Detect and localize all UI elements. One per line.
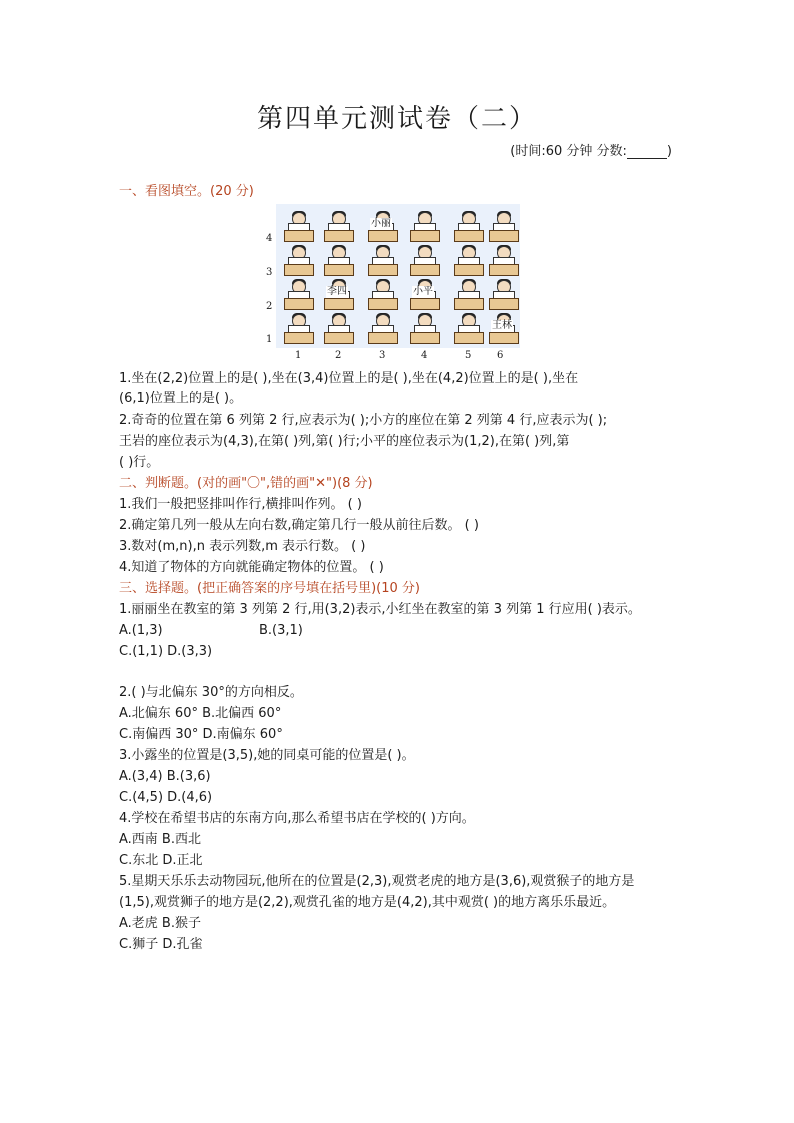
student-desk	[284, 264, 314, 276]
student-1-3	[283, 246, 313, 276]
student-name-tag: 王林	[492, 320, 512, 331]
section2-heading: 二、判断题。(对的画"〇",错的画"✕")(8 分)	[119, 476, 373, 491]
student-6-2	[488, 280, 518, 310]
student-5-4	[453, 212, 483, 242]
student-desk	[368, 298, 398, 310]
student-5-1	[453, 314, 483, 344]
student-desk	[324, 298, 354, 310]
student-desk	[284, 230, 314, 242]
col-label-5: 5	[465, 350, 472, 361]
s1-q2-line2: 王岩的座位表示为(4,3),在第( )列,第( )行;小平的座位表示为(1,2),在第( )列,第	[119, 434, 570, 449]
student-name-tag: 小丽	[371, 218, 391, 229]
col-label-2: 2	[335, 350, 342, 361]
s1-q1-line1: 1.坐在(2,2)位置上的是( ),坐在(3,4)位置上的是( ),坐在(4,2)位置上的是( ),坐在	[119, 371, 579, 386]
student-name-tag: 李四	[327, 286, 347, 297]
s2-item-2: 2.确定第几列一般从左向右数,确定第几行一般从前往后数。 ( )	[119, 518, 479, 533]
s3-q3-options-cd: C.(4,5) D.(4,6)	[119, 790, 213, 805]
student-desk	[489, 264, 519, 276]
s3-q1-options-cd: C.(1,1) D.(3,3)	[119, 644, 213, 659]
s3-q4-options-ab: A.西南 B.西北	[119, 832, 201, 847]
time-score-label: (时间:60 分钟 分数:	[510, 144, 627, 159]
student-5-3	[453, 246, 483, 276]
student-2-2	[323, 280, 353, 310]
s3-q3-options-ab: A.(3,4) B.(3,6)	[119, 769, 211, 784]
student-desk	[324, 230, 354, 242]
s2-item-4: 4.知道了物体的方向就能确定物体的位置。 ( )	[119, 560, 384, 575]
student-1-2	[283, 280, 313, 310]
s1-q2-line3: ( )行。	[119, 455, 160, 470]
student-desk	[410, 332, 440, 344]
s3-q2-options-ab: A.北偏东 60° B.北偏西 60°	[119, 706, 282, 721]
student-1-4	[283, 212, 313, 242]
student-desk	[368, 332, 398, 344]
student-1-1	[283, 314, 313, 344]
student-desk	[368, 264, 398, 276]
student-desk	[368, 230, 398, 242]
student-desk	[489, 298, 519, 310]
student-4-3	[409, 246, 439, 276]
student-name-tag: 小平	[413, 286, 433, 297]
s1-q1-line2: (6,1)位置上的是( )。	[119, 391, 243, 406]
s2-item-3: 3.数对(m,n),n 表示列数,m 表示行数。 ( )	[119, 539, 366, 554]
score-blank[interactable]	[627, 146, 667, 159]
s3-q2-stem: 2.( )与北偏东 30°的方向相反。	[119, 685, 303, 700]
student-3-4	[367, 212, 397, 242]
s3-q4-options-cd: C.东北 D.正北	[119, 853, 203, 868]
exam-meta	[510, 140, 672, 159]
student-desk	[284, 332, 314, 344]
s3-q4-stem: 4.学校在希望书店的东南方向,那么希望书店在学校的( )方向。	[119, 811, 475, 826]
section3-heading: 三、选择题。(把正确答案的序号填在括号里)(10 分)	[119, 581, 420, 596]
section1-heading: 一、看图填空。(20 分)	[119, 184, 254, 199]
col-label-1: 1	[295, 350, 302, 361]
col-label-4: 4	[421, 350, 428, 361]
s3-q2-options-cd: C.南偏西 30° D.南偏东 60°	[119, 727, 283, 742]
student-2-1	[323, 314, 353, 344]
student-2-4	[323, 212, 353, 242]
student-desk	[410, 264, 440, 276]
page-title: 第四单元测试卷（二）	[256, 104, 537, 134]
col-label-6: 6	[497, 350, 504, 361]
s3-q1-option-a: A.(1,3)	[119, 623, 163, 638]
student-desk	[489, 332, 519, 344]
row-label-3: 3	[266, 267, 273, 278]
student-desk	[324, 332, 354, 344]
meta-close: )	[666, 144, 672, 159]
student-3-1	[367, 314, 397, 344]
row-label-2: 2	[266, 301, 273, 312]
col-label-3: 3	[379, 350, 386, 361]
student-4-2	[409, 280, 439, 310]
student-desk	[489, 230, 519, 242]
student-desk	[284, 298, 314, 310]
row-label-4: 4	[266, 233, 273, 244]
student-3-2	[367, 280, 397, 310]
seating-chart	[266, 200, 526, 364]
student-4-1	[409, 314, 439, 344]
student-4-4	[409, 212, 439, 242]
s3-q1-stem: 1.丽丽坐在教室的第 3 列第 2 行,用(3,2)表示,小红坐在教室的第 3 列第 1 行应用( )表示。	[119, 602, 641, 617]
student-5-2	[453, 280, 483, 310]
s3-q5-options-cd: C.狮子 D.孔雀	[119, 937, 203, 952]
student-desk	[454, 264, 484, 276]
student-2-3	[323, 246, 353, 276]
s2-item-1: 1.我们一般把竖排叫作行,横排叫作列。 ( )	[119, 497, 362, 512]
s3-q3-stem: 3.小露坐的位置是(3,5),她的同桌可能的位置是( )。	[119, 748, 415, 763]
s3-q1-option-b: B.(3,1)	[259, 623, 303, 638]
student-desk	[454, 298, 484, 310]
s3-q5-line2: (1,5),观赏狮子的地方是(2,2),观赏孔雀的地方是(4,2),其中观赏( )的地方离乐乐最近。	[119, 895, 616, 910]
student-desk	[454, 230, 484, 242]
student-desk	[324, 264, 354, 276]
student-desk	[454, 332, 484, 344]
student-6-4	[488, 212, 518, 242]
student-6-1	[488, 314, 518, 344]
s3-q5-options-ab: A.老虎 B.猴子	[119, 916, 201, 931]
s3-q5-line1: 5.星期天乐乐去动物园玩,他所在的位置是(2,3),观赏老虎的地方是(3,6),观赏猴子的地方是	[119, 874, 635, 889]
student-3-3	[367, 246, 397, 276]
row-label-1: 1	[266, 334, 273, 345]
student-desk	[410, 230, 440, 242]
student-desk	[410, 298, 440, 310]
student-6-3	[488, 246, 518, 276]
s1-q2-line1: 2.奇奇的位置在第 6 列第 2 行,应表示为( );小方的座位在第 2 列第 4 行,应表示为( );	[119, 413, 608, 428]
